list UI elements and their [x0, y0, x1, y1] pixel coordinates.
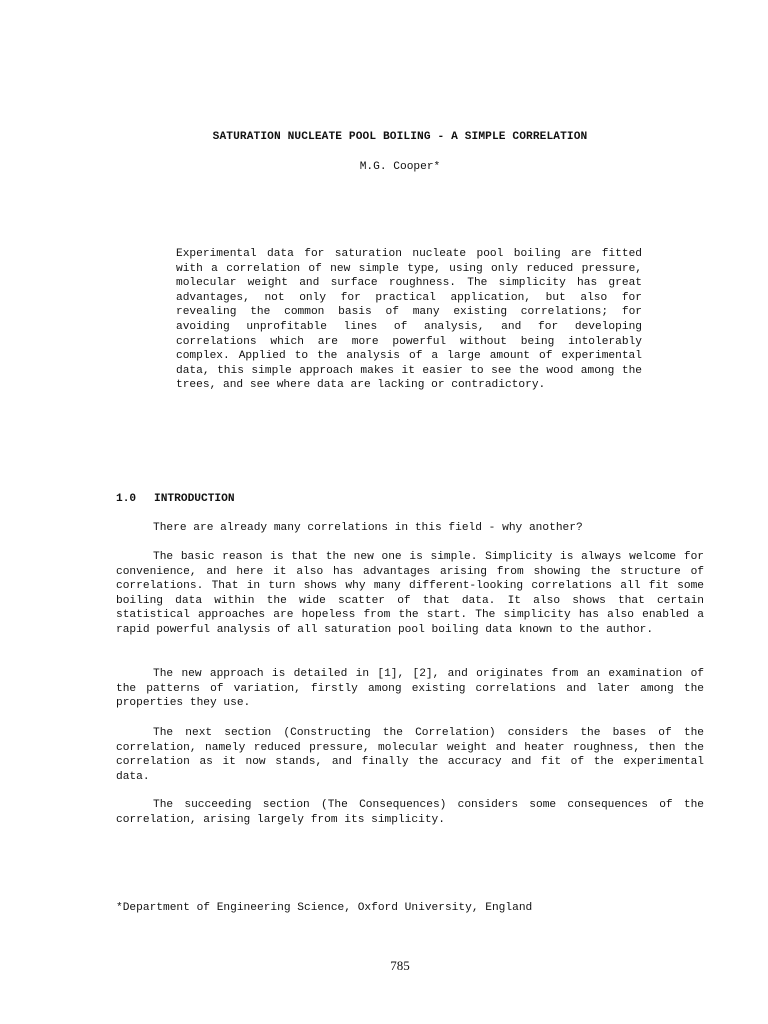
paragraph-text: The succeeding section (The Consequences) considers some consequences of the correlation, arising largely from its simplicity. — [116, 799, 704, 826]
section-number: 1.0 — [116, 493, 137, 505]
intro-paragraph-1 — [116, 521, 704, 536]
intro-paragraph-5 — [116, 798, 704, 827]
section-title: INTRODUCTION — [154, 493, 235, 505]
intro-paragraph-3 — [116, 667, 704, 711]
paper-title: SATURATION NUCLEATE POOL BOILING - A SIMPLE CORRELATION — [212, 131, 588, 143]
intro-paragraph-4 — [116, 726, 704, 784]
abstract: Experimental data for saturation nucleate pool boiling are fitted with a correlation of new simple type, using only reduced pressure, molecular weight and surface roughness. The simplicity has great advantages, not only for practical application, but also for revealing the common basis of many existing correlations; for avoiding unprofitable lines of analysis, and for developing correlations which are more powerful without being intolerably complex. Applied to the analysis of a large amount of experimental data, this simple approach makes it easier to see the wood among the trees, and see where data are lacking or contradictory. — [176, 248, 642, 392]
paragraph-text: The new approach is detailed in [1], [2], and originates from an examination of the patterns of variation, firstly among existing correlations and later among the properties they use. — [116, 668, 704, 710]
paragraph-text: There are already many correlations in this field - why another? — [153, 522, 583, 534]
footnote: *Department of Engineering Science, Oxford University, England — [116, 902, 533, 914]
paragraph-text: The next section (Constructing the Correlation) considers the bases of the correlation, namely reduced pressure, molecular weight and heater roughness, then the correlation as it now stands, and finally the accuracy and fit of the experimental data. — [116, 727, 704, 783]
author-line: M.G. Cooper* — [359, 161, 441, 173]
paragraph-text: The basic reason is that the new one is simple. Simplicity is always welcome for convenience, and here it also has advantages arising from showing the structure of correlations. That in turn shows why many different-looking correlations all fit some boiling data within the wide scatter of that data. It also shows that certain statistical approaches are hopeless from the start. The simplicity has also enabled a rapid powerful analysis of all saturation pool boiling data known to the author. — [116, 551, 704, 636]
intro-paragraph-2 — [116, 550, 704, 638]
section-heading — [116, 492, 235, 507]
page-number: 785 — [390, 958, 410, 973]
